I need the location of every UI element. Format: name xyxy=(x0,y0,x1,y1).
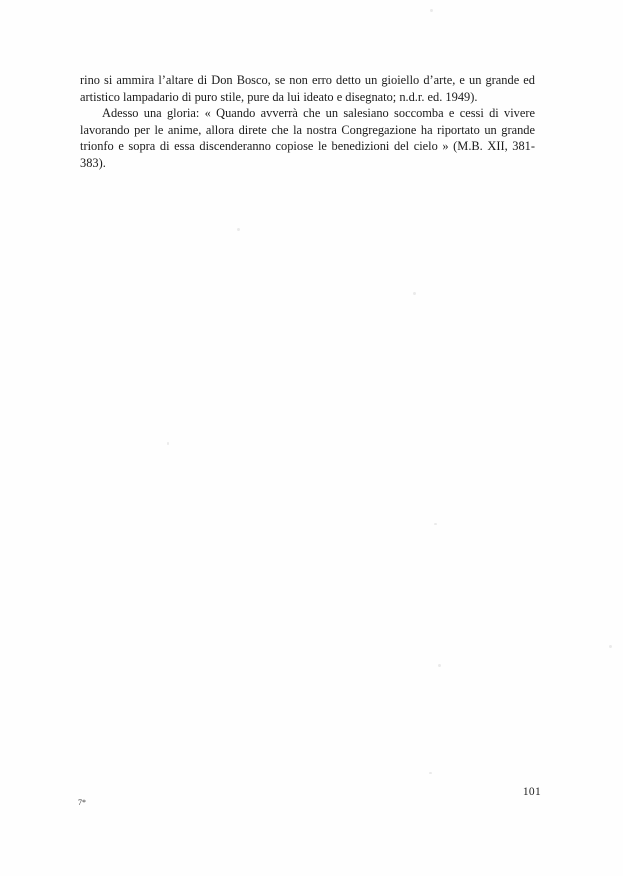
paper-speck xyxy=(430,9,433,12)
body-text xyxy=(80,72,535,172)
paper-speck xyxy=(237,228,240,231)
paper-speck xyxy=(438,664,441,667)
paper-speck xyxy=(167,442,169,445)
page-number: 101 xyxy=(522,786,541,798)
paper-speck xyxy=(434,523,437,525)
paragraph-1: rino si ammira l’altare di Don Bosco, se non erro detto un gioiello d’arte, e un grande ed artistico lampadario di puro stile, pure da lui ideato e disegnato; n.d.r. ed. 1949). xyxy=(80,73,535,104)
paper-speck xyxy=(413,292,416,295)
signature-mark: 7* xyxy=(78,798,86,807)
paper-speck xyxy=(429,772,432,774)
paper-speck xyxy=(609,645,612,648)
paragraph-2: Adesso una gloria: « Quando avverrà che un salesiano soccomba e cessi di vivere lavorando per le anime, allora direte che la nostra Congregazione ha riportato un grande trionfo e sopra di essa discenderanno copiose le benedizioni del cielo » (M.B. XII, 381-383). xyxy=(80,106,535,170)
